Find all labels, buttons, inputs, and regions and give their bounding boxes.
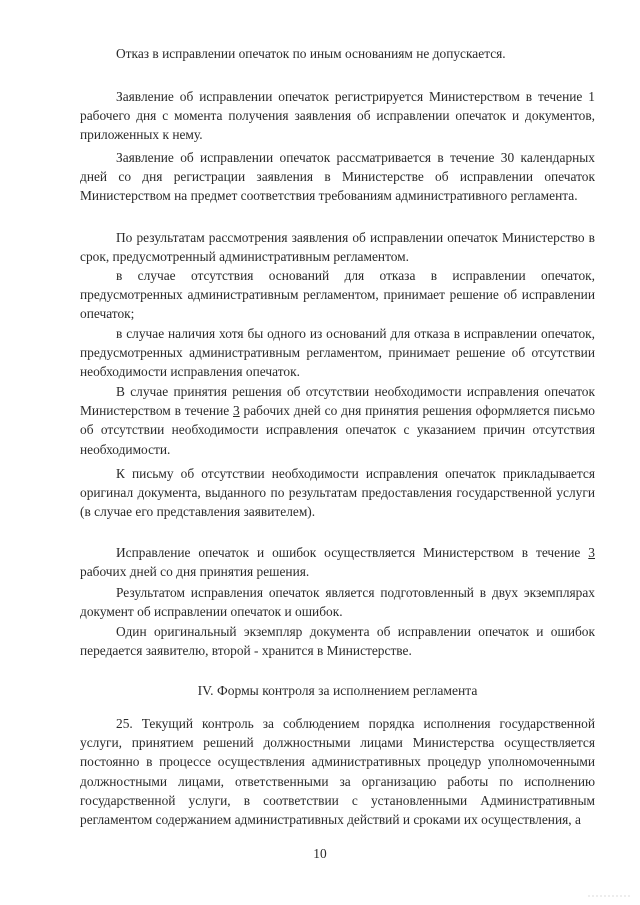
paragraph-review: Заявление об исправлении опечаток рассматривается в течение 30 календарных дней со дня регистрации заявления в Министерстве об исправлении опечаток Министерством на предмет соответствия требованиям административного регламента. xyxy=(80,150,595,204)
paragraph-no-grounds: в случае отсутствия оснований для отказа в исправлении опечаток, предусмотренных административным регламентом, принимает решение об исправлении опечаток; xyxy=(80,268,595,322)
paragraph-current-control: 25. Текущий контроль за соблюдением порядка исполнения государственной услуги, принятием решений должностными лицами Министерства осуществляется постоянно в процессе осуществления административных процедур уполномоченными должностными лицами, ответственными за организацию работы по исполнению государственной услуги, в соответствии с установленными Административным регламентом содержанием административных действий и сроками их осуществления, а xyxy=(80,716,595,828)
paragraph-result-document: Результатом исправления опечаток является подготовленный в двух экземплярах документ об исправлении опечаток и ошибок. xyxy=(80,585,595,620)
days-count: 3 xyxy=(233,403,240,419)
paragraph-letter-attachment: К письму об отсутствии необходимости исправления опечаток прикладывается оригинал документа, выданного по результатам предоставления государственной услуги (в случае его представления заявителем). xyxy=(80,466,595,520)
paragraph-registration: Заявление об исправлении опечаток регистрируется Министерством в течение 1 рабочего дня с момента получения заявления об исправлении опечаток и документов, приложенных к нему. xyxy=(80,89,595,143)
paragraph-correction-term-text-1: Исправление опечаток и ошибок осуществляется Министерством в течение xyxy=(116,545,589,560)
paragraph-letter-issued-text-2: рабочих дней со дня принятия решения оформляется письмо об отсутствии необходимости исправления опечаток с указанием причин отсутствия необходимости. xyxy=(80,403,595,457)
paragraph-refusal: Отказ в исправлении опечаток по иным основаниям не допускается. xyxy=(116,46,506,61)
paragraph-correction-term-text-2: рабочих дней со дня принятия решения. xyxy=(80,564,310,580)
paragraph-correction-term xyxy=(80,543,595,581)
scan-artifact xyxy=(588,893,632,899)
section-heading: IV. Формы контроля за исполнением регламента xyxy=(197,683,478,698)
days-count: 3 xyxy=(588,545,595,560)
paragraph-letter-issued-text-1: В случае принятия решения об отсутствии необходимости исправления опечаток Министерством в течение xyxy=(80,384,595,419)
paragraph-copies: Один оригинальный экземпляр документа об исправлении опечаток и ошибок передается заявителю, второй - хранится в Министерстве. xyxy=(80,624,595,659)
paragraph-grounds: в случае наличия хотя бы одного из оснований для отказа в исправлении опечаток, предусмотренных административным регламентом, принимает решение об отсутствии необходимости исправления опечаток. xyxy=(80,326,595,380)
paragraph-letter-issued xyxy=(80,382,595,459)
page-number: 10 xyxy=(313,846,327,861)
paragraph-results: По результатам рассмотрения заявления об исправлении опечаток Министерство в срок, предусмотренный административным регламентом. xyxy=(80,230,595,265)
